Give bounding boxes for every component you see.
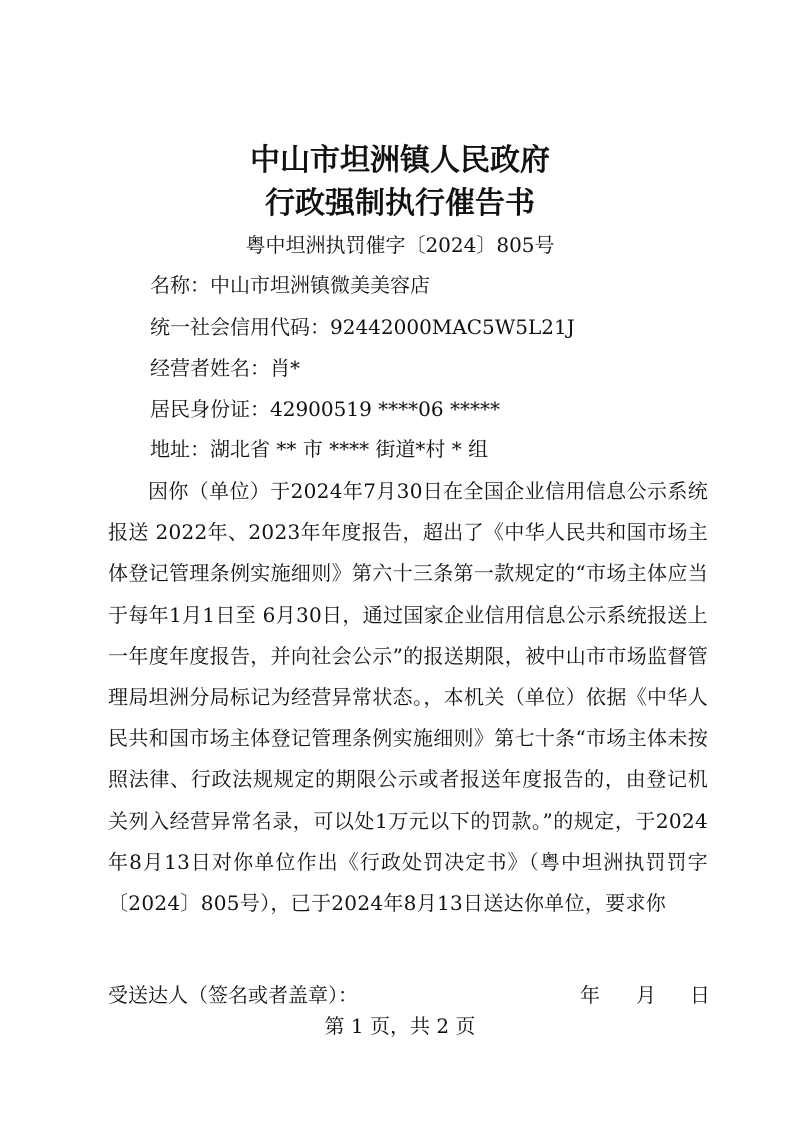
page-title: 中山市坦洲镇人民政府 bbox=[250, 143, 550, 178]
date-month-label: 月 bbox=[636, 983, 656, 1007]
date-year-label: 年 bbox=[580, 983, 600, 1007]
field-operator: 经营者姓名：肖* bbox=[150, 356, 300, 380]
signature-row bbox=[108, 980, 708, 1010]
page-subtitle: 行政强制执行催告书 bbox=[265, 186, 535, 221]
field-address: 地址：湖北省 ** 市 **** 街道*村 * 组 bbox=[150, 437, 489, 461]
date-day-label: 日 bbox=[690, 983, 710, 1007]
field-credit-code: 统一社会信用代码：92442000MAC5W5L21J bbox=[150, 315, 575, 339]
body-paragraph: 因你（单位）于2024年7月30日在全国企业信用信息公示系统报送 2022年、2023年年度报告，超出了《中华人民共和国市场主体登记管理条例实施细则》第六十三条第一款规定的“市场主体应当于每年1月1日至 6月30日，通过国家企业信用信息公示系统报送上一年度年度报告，并向社会公示”的报送期限，被中山市市场监督管理局坦洲分局标记为经营异常状态。，本机关（单位）依据《中华人民共和国市场主体登记管理条例实施细则》第七十条“市场主体未按照法律、行政法规规定的期限公示或者报送年度报告的，由登记机关列入经营异常名录，可以处1万元以下的罚款。”的规定，于2024年8月13日对你单位作出《行政处罚决定书》（粤中坦洲执罚罚字〔2024〕805号），已于2024年8月13日送达你单位，要求你 bbox=[108, 479, 708, 916]
field-id-card: 居民身份证：42900519 ****06 ***** bbox=[150, 397, 500, 421]
recipient-label: 受送达人（签名或者盖章）： bbox=[108, 983, 358, 1007]
field-name: 名称：中山市坦洲镇微美美容店 bbox=[150, 273, 430, 297]
page-number: 第 1 页，共 2 页 bbox=[324, 1014, 476, 1038]
document-number: 粤中坦洲执罚催字〔2024〕805号 bbox=[245, 233, 555, 257]
